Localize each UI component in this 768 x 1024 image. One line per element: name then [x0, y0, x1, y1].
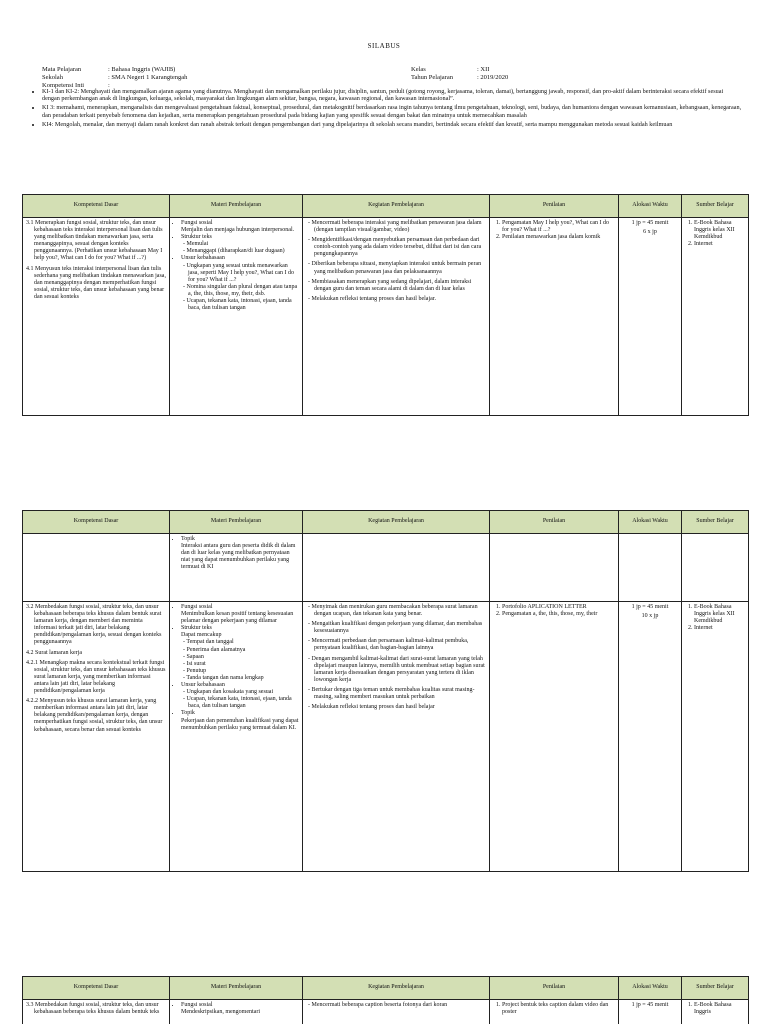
kegiatan-item: - Mencermati beberapa caption beserta fotonya dari koran: [314, 1002, 486, 1009]
kd-item: 3.1 Menerapkan fungsi sosial, struktur teks, dan unsur kebahasaan teks interaksi interpersonal lisan dan tulis yang melibatkan tindakan menawarkan jasa, serta menanggapinya, sesuai dengan konteks penggunaannya. (Perhatikan unsur kebahasaan May I help you?, What can I do for you? What if ...?): [26, 220, 163, 262]
cell-kegiatan: [303, 218, 490, 416]
kegiatan-item: - Diberikan beberapa situasi, menyiapkan interaksi untuk bermain peran yang melibatkan penawaran jasa dan pelaksanaannya: [314, 261, 486, 275]
kd-item: 4.2 Surat lamaran kerja: [26, 649, 82, 656]
header-kegiatan: Kegiatan Pembelajaran: [303, 195, 490, 218]
meta-value: :: [108, 82, 110, 89]
cell-penilaian: [490, 218, 619, 416]
materi-text: - Nomina singular dan plural dengan atau tanpa a, the, this, those, my, their, dsb.: [188, 284, 299, 298]
meta-label: Kompetensi Inti: [42, 82, 85, 89]
table-header-row: [23, 195, 749, 218]
cell-sumber: [682, 534, 749, 602]
header-materi: Materi Pembelajaran: [170, 195, 303, 218]
meta-label: Mata Pelajaran: [42, 66, 82, 73]
meta-left: [42, 66, 187, 90]
cell-kd: [23, 218, 170, 416]
materi-text: Interaksi antara guru dan peserta didik di dalam dan di luar kelas yang melibatkan pernyataan niat yang dapat menumbuhkan perilaku yang termuat di KI: [181, 543, 296, 571]
header-alokasi: Alokasi Waktu: [619, 195, 682, 218]
table-header-row: [23, 511, 749, 534]
materi-heading: Fungsi sosial: [181, 1002, 213, 1008]
cell-materi: [170, 534, 303, 602]
materi-heading: Unsur kebahasaan: [181, 255, 225, 262]
cell-kd: [23, 1000, 170, 1024]
cell-penilaian: [490, 602, 619, 872]
table-row: [23, 534, 749, 602]
header-alokasi: Alokasi Waktu: [619, 511, 682, 534]
header-kegiatan: Kegiatan Pembelajaran: [303, 977, 490, 1000]
table-row: [23, 218, 749, 416]
kegiatan-item: - Mencermati perbedaan dan persamaan kalimat-kalimat pembuka, pernyataan kualifikasi, dan bagian-bagian lainnya: [314, 638, 486, 652]
syllabus-table-2: [22, 510, 749, 872]
sumber-item: 2. Internet: [694, 625, 745, 632]
kd-item: 4.2.1 Menangkap makna secara kontekstual terkait fungsi sosial, struktur teks, dan unsur kebahasaan teks khusus surat lamaran kerja, yang memberikan informasi antara lain jati diri, latar belakang pendidikan/pengalaman kerja: [26, 659, 166, 695]
cell-materi: [170, 1000, 303, 1024]
materi-text: - Ungkapan yang sesuai untuk menawarkan jasa, seperti May I help you?, What can I do for you? What if ...?: [188, 263, 299, 284]
table-header-row: [23, 977, 749, 1000]
materi-text: - Isi surat: [188, 661, 299, 668]
meta-label: Sekolah: [42, 74, 63, 81]
meta-right: [411, 66, 508, 82]
meta-value: : 2019/2020: [477, 74, 509, 81]
sumber-item: 1. E-Book Bahasa Inggris kelas XII Kemdikbud: [694, 604, 745, 625]
kd-item: 3.3 Membedakan fungsi sosial, struktur teks, dan unsur kebahasaan beberapa teks khusus dalam bentuk teks: [26, 1002, 160, 1016]
ki-item: • KI 3: memahami, menerapkan, menganalisis dan mengevaluasi pengetahuan faktual, konseptual, prosedural, dan metakognitif berdasarkan rasa ingin tahunya tentang ilmu pengetahuan, teknologi, seni, budaya, dan humaniora dengan wawasan kemanusiaan, kebangsaan, kenegaraan, dan peradaban terkait penyebab fenomena dan kejadian, serta menerapkan pengetahuan prosedural pada bidang kajian yang spesifik sesuai dengan bakat dan minatnya untuk memecahkan masalah: [42, 104, 742, 119]
materi-text: - Penerima dan alamatnya: [188, 647, 299, 654]
materi-text: - Tanda tangan dan nama lengkap: [188, 675, 299, 682]
sumber-item: 1. E-Book Bahasa Inggris: [694, 1002, 745, 1016]
kompetensi-inti: [30, 88, 742, 130]
materi-text: - Ungkapan dan kosakata yang sesuai: [188, 689, 299, 696]
ki-item: • KI4: Mengolah, menalar, dan menyaji dalam ranah konkret dan ranah abstrak terkait dengan pengembangan dari yang dipelajarinya di sekolah secara mandiri, bertindak secara efektif dan kreatif, serta mampu menggunakan metoda sesuai kaidah keilmuan: [42, 121, 742, 128]
page-title: SILABUS: [367, 42, 401, 50]
cell-sumber: [682, 602, 749, 872]
materi-text: Pekerjaan dan pemenuhan kualifikasi yang dapat menumbuhkan perilaku yang termuat dalam KI.: [181, 717, 299, 731]
materi-text: Menjalin dan menjaga hubungan interpersonal.: [181, 227, 295, 234]
materi-heading: Unsur kebahasaan: [181, 682, 225, 689]
materi-heading: Fungsi sosial: [181, 220, 213, 226]
materi-heading: Fungsi sosial: [181, 604, 213, 610]
kegiatan-item: - Dengan mengambil kalimat-kalimat dari surat-surat lamaran yang telah dipelajari maupun lainnya, memilih untuk membuat setiap bagian surat lamaran kerja disesuaikan dengan persyaratan yang tertera di iklan lowongan kerja: [314, 656, 486, 684]
kegiatan-item: - Mengidentifikasi/dengan menyebutkan persamaan dan perbedaan dari contoh-contoh yang ada dalam video tersebut, dilihat dari isi dan cara pengungkapannya: [314, 237, 486, 258]
alokasi-text: 1 jp = 45 menit: [631, 604, 669, 610]
penilaian-item: 1. Project bentuk teks caption dalam video dan poster: [502, 1002, 615, 1016]
header-materi: Materi Pembelajaran: [170, 977, 303, 1000]
materi-text: - Memulai: [188, 241, 299, 248]
penilaian-item: 2. Pengamatan a, the, this, those, my, their: [502, 611, 615, 618]
kegiatan-item: - Melakukan refleksi tentang proses dan hasil belajar: [314, 704, 486, 711]
cell-materi: [170, 218, 303, 416]
cell-kd: [23, 534, 170, 602]
cell-alokasi: [619, 534, 682, 602]
cell-penilaian: [490, 534, 619, 602]
header-penilaian: Penilaian: [490, 195, 619, 218]
materi-heading: Topik: [181, 710, 195, 717]
materi-text: - Penutup: [188, 668, 299, 675]
cell-alokasi: [619, 602, 682, 872]
kegiatan-item: - Mencermati beberapa interaksi yang melibatkan penawaran jasa dalam (dengan tampilan visual/gambar, video): [314, 220, 486, 234]
ki-item: • KI-1 dan KI-2: Menghayati dan mengamalkan ajaran agama yang dianutnya. Menghayati dan mengamalkan perilaku jujur, disiplin, santun, peduli (gotong royong, kerjasama, toleran, damai), bertanggung jawab, responsif, dan pro-aktif dalam berinteraksi secara efektif sesuai dengan perkembangan anak di lingkungan, keluarga, sekolah, masyarakat dan lingkungan alam sekitar, bangsa, negara, kawasan regional, dan kawasan internasional”.: [42, 88, 742, 103]
alokasi-text: 1 jp = 45 menit: [631, 220, 669, 226]
header-sumber: Sumber Belajar: [682, 511, 749, 534]
sumber-item: 2. Internet: [694, 241, 745, 248]
syllabus-table-3: [22, 976, 749, 1024]
materi-text: - Sapaan: [188, 654, 299, 661]
materi-heading: Struktur teks: [181, 234, 212, 241]
materi-text: Menimbulkan kesan positif tentang kesesuaian pelamar dengan pekerjaan yang dilamar: [181, 611, 294, 625]
cell-kd: [23, 602, 170, 872]
kegiatan-item: - Bertukar dengan tiga teman untuk membahas kualitas surat masing-masing, saling memberi masukan untuk perbaikan: [314, 687, 486, 701]
materi-text: - Ucapan, tekanan kata, intonasi, ejaan, tanda baca, dan tulisan tangan: [188, 696, 299, 710]
header-sumber: Sumber Belajar: [682, 195, 749, 218]
header-alokasi: Alokasi Waktu: [619, 977, 682, 1000]
meta-value: : XII: [477, 66, 490, 73]
materi-text: - Ucapan, tekanan kata, intonasi, ejaan, tanda baca, dan tulisan tangan: [188, 298, 299, 312]
cell-materi: [170, 602, 303, 872]
header-kd: Kompetensi Dasar: [23, 977, 170, 1000]
table-row: [23, 1000, 749, 1024]
cell-kegiatan: [303, 534, 490, 602]
meta-label: Kelas: [411, 66, 426, 73]
alokasi-text: 6 x jp: [643, 229, 657, 236]
cell-alokasi: [619, 218, 682, 416]
cell-kegiatan: [303, 1000, 490, 1024]
header-penilaian: Penilaian: [490, 511, 619, 534]
materi-text: Dapat mencakup: [181, 632, 222, 639]
table-row: [23, 602, 749, 872]
header-kegiatan: Kegiatan Pembelajaran: [303, 511, 490, 534]
meta-value: : SMA Negeri 1 Karangtengah: [108, 74, 188, 81]
materi-heading: Struktur teks: [181, 625, 212, 632]
materi-text: Mendeskripsikan, mengomentari: [181, 1009, 260, 1016]
meta-label: Tahun Pelajaran: [411, 74, 453, 81]
kegiatan-item: - Melakukan refleksi tentang proses dan hasil belajar.: [314, 296, 486, 303]
cell-penilaian: [490, 1000, 619, 1024]
cell-sumber: [682, 1000, 749, 1024]
materi-text: - Menanggapi (diharapkan/di luar dugaan): [188, 248, 299, 255]
kd-item: 4.1 Menyusun teks interaksi interpersonal lisan dan tulis sederhana yang melibatkan tindakan menawarkan jasa, dan menanggapinya dengan memperhatikan fungsi sosial, struktur teks, dan unsur kebahasaan yang benar dan sesuai konteks: [26, 265, 166, 300]
alokasi-text: 10 x jp: [641, 613, 659, 620]
syllabus-table-1: [22, 194, 749, 416]
header-kd: Kompetensi Dasar: [23, 511, 170, 534]
cell-alokasi: [619, 1000, 682, 1024]
kegiatan-item: - Mengaitkan kualifikasi dengan pekerjaan yang dilamar, dan membahas kesesuaiannya: [314, 621, 486, 635]
meta-value: : Bahasa Inggris (WAJIB): [108, 66, 176, 73]
cell-kegiatan: [303, 602, 490, 872]
header-penilaian: Penilaian: [490, 977, 619, 1000]
header-kd: Kompetensi Dasar: [23, 195, 170, 218]
cell-sumber: [682, 218, 749, 416]
header-sumber: Sumber Belajar: [682, 977, 749, 1000]
penilaian-item: 1. Pengamatan May I help you?, What can I do for you? What if ...?: [502, 220, 615, 234]
kd-item: 3.2 Membedakan fungsi sosial, struktur teks, dan unsur kebahasaan beberapa teks khusus dalam bentuk surat lamaran kerja, dengan memberi dan meminta informasi terkait jati diri, latar belakang pendidikan/pengalaman kerja, sesuai dengan konteks penggunaannya: [26, 604, 162, 646]
materi-text: - Tempat dan tanggal: [188, 639, 299, 646]
penilaian-item: 1. Portofolio APLICATION LETTER: [502, 604, 615, 611]
penilaian-item: 2. Penilaian menawarkan jasa dalam komik: [502, 234, 615, 241]
alokasi-text: 1 jp = 45 menit: [631, 1002, 669, 1008]
kegiatan-item: - Membiasakan menerapkan yang sedang dipelajari, dalam interaksi dengan guru dan teman secara alami di dalam dan di luar kelas: [314, 279, 486, 293]
kd-item: 4.2.2 Menyusun teks khusus surat lamaran kerja, yang memberikan informasi antara lain jati diri, latar belakang pendidikan/pengalaman kerja, dengan memperhatikan fungsi sosial, struktur teks, dan unsur kebahasaan, secara benar dan sesuai konteks: [26, 698, 163, 733]
header-materi: Materi Pembelajaran: [170, 511, 303, 534]
materi-heading: Topik: [181, 536, 195, 542]
kegiatan-item: - Menyimak dan menirukan guru membacakan beberapa surat lamaran dengan ucapan, dan tekanan kata yang benar.: [314, 604, 486, 618]
sumber-item: 1. E-Book Bahasa Inggris kelas XII Kemdikbud: [694, 220, 745, 241]
